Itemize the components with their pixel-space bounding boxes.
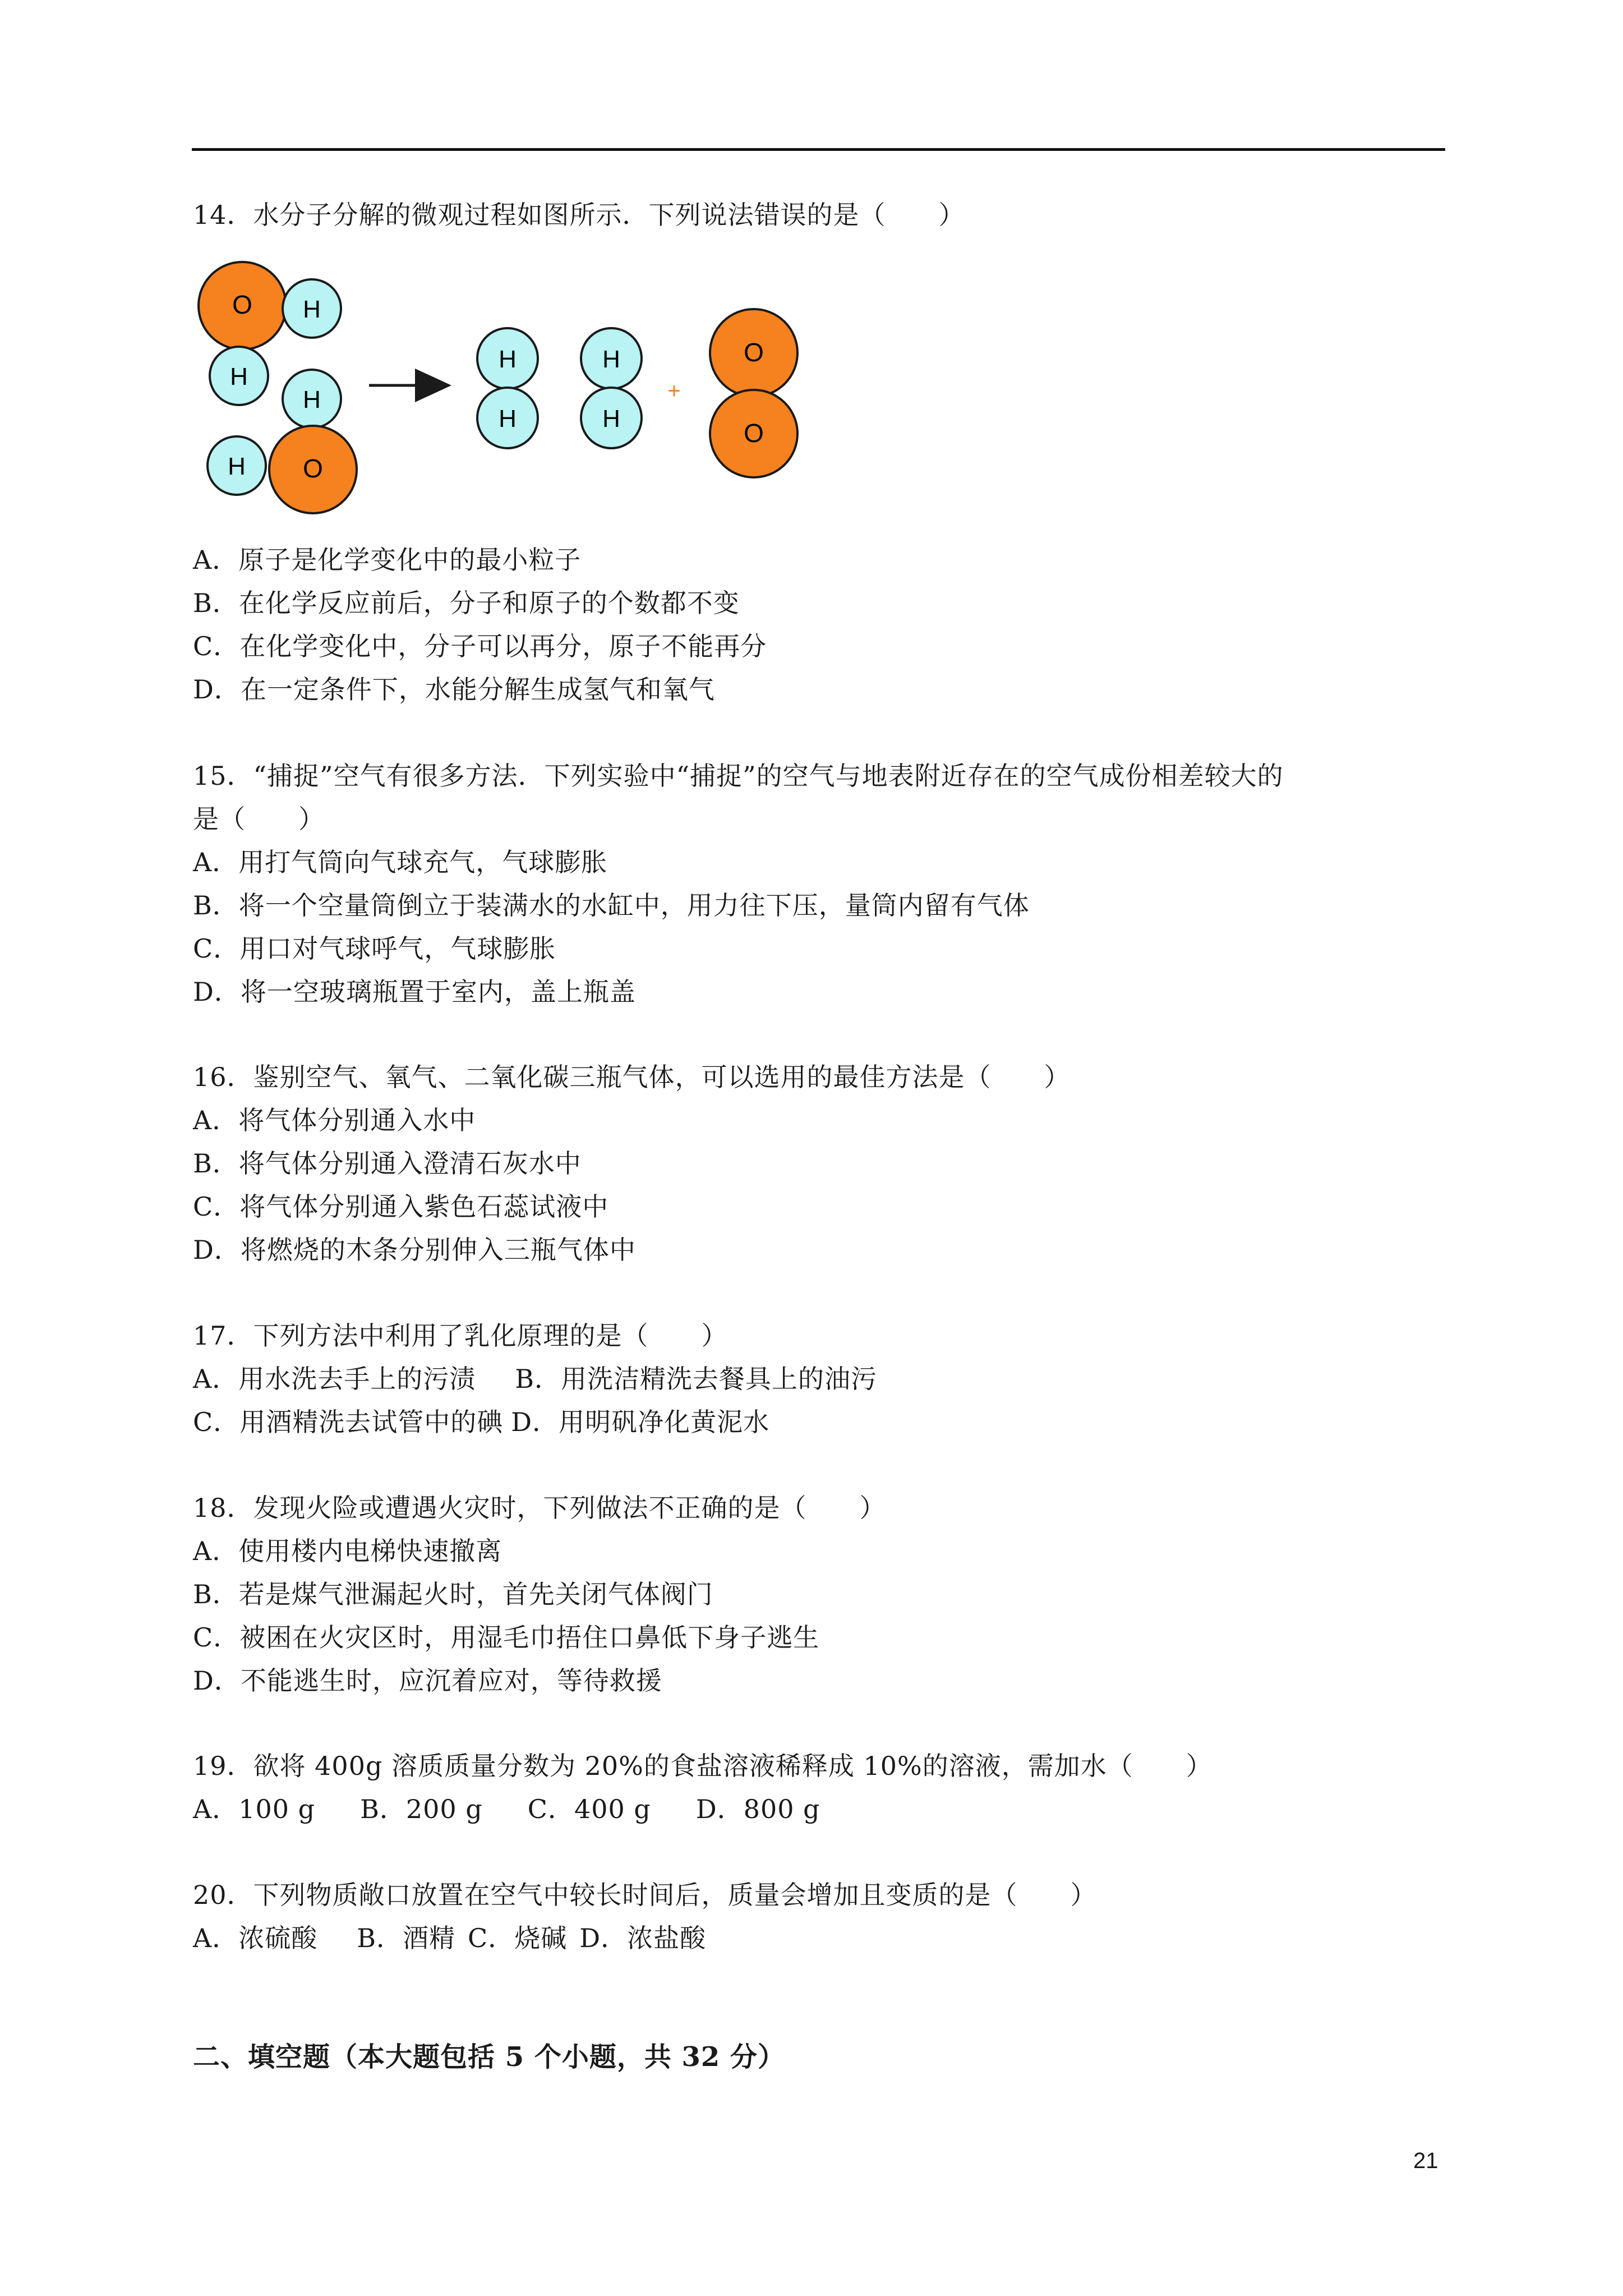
question-stem: 17．下列方法中利用了乳化原理的是（ ） xyxy=(193,1320,728,1351)
option-d: D．在一定条件下，水能分解生成氢气和氧气 xyxy=(193,674,715,705)
atom-label: O xyxy=(744,418,764,448)
option-b: B．若是煤气泄漏起火时，首先关闭气体阀门 xyxy=(193,1579,713,1609)
question-stem: 18．发现火险或遭遇火灾时，下列做法不正确的是（ ） xyxy=(193,1493,886,1523)
option-c: C．烧碱 xyxy=(468,1923,568,1953)
option-c: C．用口对气球呼气，气球膨胀 xyxy=(193,933,556,964)
option-a: A．用水洗去手上的污渍 xyxy=(193,1364,476,1394)
option-a: A．用打气筒向气球充气，气球膨胀 xyxy=(193,847,608,877)
question-15 xyxy=(193,754,1444,1014)
question-14-options xyxy=(193,539,1444,711)
question-14 xyxy=(193,194,1444,237)
question-stem-line-2: 是（ ） xyxy=(193,804,325,834)
question-stem-line-1: 15．“捕捉”空气有很多方法．下列实验中“捕捉”的空气与地表附近存在的空气成份相差较大的 xyxy=(193,761,1284,791)
option-c: C．被困在火灾区时，用湿毛巾捂住口鼻低下身子逃生 xyxy=(193,1622,820,1653)
option-d: D．将一空玻璃瓶置于室内，盖上瓶盖 xyxy=(193,977,636,1007)
header-rule xyxy=(192,148,1445,151)
atom-label: H xyxy=(602,346,620,373)
atom-label: H xyxy=(303,386,321,413)
option-c: C．将气体分别通入紫色石蕊试液中 xyxy=(193,1191,609,1222)
option-d: D．浓盐酸 xyxy=(579,1923,707,1953)
hydrogen-molecule-1 xyxy=(477,328,538,448)
plus-sign: + xyxy=(667,379,681,403)
question-stem: 14．水分子分解的微观过程如图所示．下列说法错误的是（ ） xyxy=(193,200,965,230)
atom-label: O xyxy=(744,338,764,367)
option-b: B．将一个空量筒倒立于装满水的水缸中，用力往下压，量筒内留有气体 xyxy=(193,890,1030,921)
oxygen-molecule xyxy=(710,309,797,477)
atom-label: H xyxy=(499,405,517,432)
question-20 xyxy=(193,1874,1444,1960)
atom-label: H xyxy=(228,453,246,480)
option-d: D．800 g xyxy=(695,1794,820,1824)
option-a: A．原子是化学变化中的最小粒子 xyxy=(193,545,582,575)
water-decomposition-diagram xyxy=(191,255,830,524)
option-c: C．用酒精洗去试管中的碘 xyxy=(193,1407,504,1437)
option-c: C．400 g xyxy=(527,1794,651,1824)
option-d: D．将燃烧的木条分别伸入三瓶气体中 xyxy=(193,1235,636,1265)
page-number: 21 xyxy=(1413,2148,1438,2173)
atom-label: H xyxy=(602,405,620,432)
option-b: B．200 g xyxy=(360,1794,483,1824)
hydrogen-molecule-2 xyxy=(581,328,642,448)
option-b: B．在化学反应前后，分子和原子的个数都不变 xyxy=(193,588,740,618)
option-a: A．100 g xyxy=(193,1794,316,1824)
question-16 xyxy=(193,1056,1444,1272)
option-b: B．用洗洁精洗去餐具上的油污 xyxy=(515,1364,878,1394)
question-stem: 20．下列物质敞口放置在空气中较长时间后，质量会增加且变质的是（ ） xyxy=(193,1880,1097,1910)
question-17 xyxy=(193,1314,1444,1444)
question-stem: 16．鉴别空气、氧气、二氧化碳三瓶气体，可以选用的最佳方法是（ ） xyxy=(193,1062,1071,1092)
option-d: D．不能逃生时，应沉着应对，等待救援 xyxy=(193,1665,662,1696)
option-a: A．使用楼内电梯快速撤离 xyxy=(193,1536,502,1566)
atom-label: H xyxy=(499,346,517,373)
question-19 xyxy=(193,1745,1444,1831)
question-18 xyxy=(193,1487,1444,1703)
question-stem: 19．欲将 400g 溶质质量分数为 20%的食盐溶液稀释成 10%的溶液，需加水（ ） xyxy=(193,1751,1212,1781)
option-a: A．浓硫酸 xyxy=(193,1923,318,1953)
atom-label: H xyxy=(303,296,321,323)
option-c: C．在化学变化中，分子可以再分，原子不能再分 xyxy=(193,631,767,661)
option-b: B．酒精 xyxy=(357,1923,456,1953)
atom-label: O xyxy=(232,290,252,319)
atom-label: H xyxy=(230,363,248,390)
option-a: A．将气体分别通入水中 xyxy=(193,1105,476,1135)
section-heading: 二、填空题（本大题包括 5 个小题，共 32 分） xyxy=(193,2041,786,2073)
option-b: B．将气体分别通入澄清石灰水中 xyxy=(193,1148,582,1179)
option-d: D．用明矾净化黄泥水 xyxy=(511,1407,770,1437)
atom-label: O xyxy=(303,454,323,483)
